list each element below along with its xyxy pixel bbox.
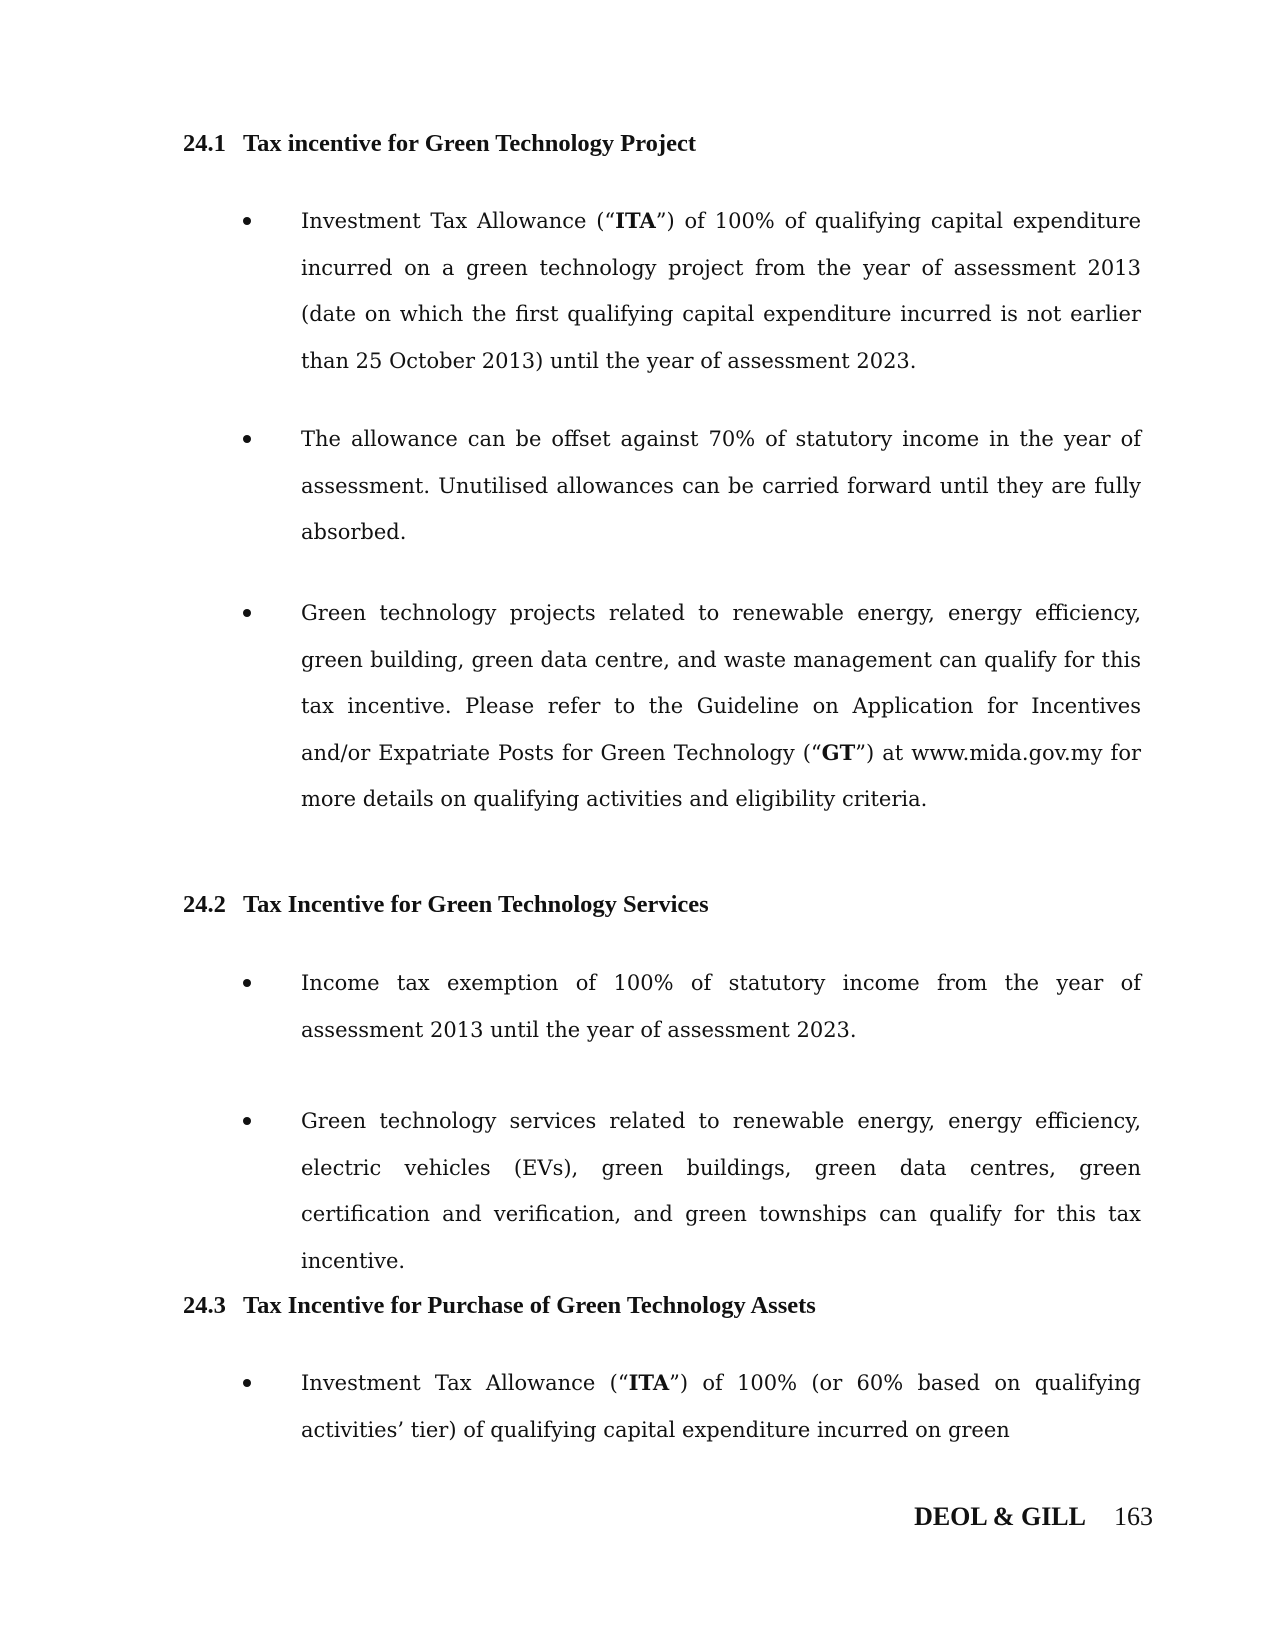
bullet-icon [243, 1117, 251, 1125]
section-number: 24.2 [183, 891, 226, 918]
section-title: Tax Incentive for Green Technology Services [243, 891, 709, 918]
section-heading-24-1 [183, 129, 696, 159]
bullet-text: Income tax exemption of 100% of statutory income from the year of assessment 2013 until the year of assessment 2023. [301, 971, 1141, 1042]
section-heading-24-2 [183, 890, 709, 920]
bullet-icon [243, 979, 251, 987]
bullet-text: The allowance can be offset against 70% of statutory income in the year of assessment. Unutilised allowances can be carried forward until they are fully absorbed. [301, 427, 1141, 544]
section-title: Tax incentive for Green Technology Project [243, 130, 696, 157]
bullet-text: Investment Tax Allowance (“ITA”) of 100% (or 60% based on qualifying activities’ tier) of qualifying capital expenditure incurred on green [301, 1370, 1141, 1442]
footer-firm-name: DEOL & GILL [914, 1502, 1086, 1531]
bullet-icon [243, 217, 251, 225]
section-heading-24-3 [183, 1291, 816, 1321]
bullet-text: Green technology projects related to renewable energy, energy efficiency, green building, green data centre, and waste management can qualify for this tax incentive. Please refer to the Guideline on Application for Incentives and/or Expatriate Posts for Green Technology (“GT”) at www.mida.gov.my for more details on qualifying activities and eligibility criteria. [301, 601, 1142, 811]
page-number: 163 [1114, 1502, 1153, 1531]
bullet-text: Green technology services related to renewable energy, energy efficiency, electric vehicles (EVs), green buildings, green data centres, green certification and verification, and green townships can qualify for this tax incentive. [301, 1109, 1141, 1273]
bullet-text: Investment Tax Allowance (“ITA”) of 100% of qualifying capital expenditure incurred on a green technology project from the year of assessment 2013 (date on which the first qualifying capital expenditure incurred is not earlier than 25 October 2013) until the year of assessment 2023. [301, 208, 1142, 373]
bullet-icon [243, 609, 251, 617]
section-number: 24.3 [183, 1292, 226, 1319]
section-number: 24.1 [183, 130, 226, 157]
page-footer [914, 1500, 1153, 1534]
section-title: Tax Incentive for Purchase of Green Technology Assets [243, 1292, 816, 1319]
bullet-icon [243, 435, 251, 443]
bullet-icon [243, 1379, 251, 1387]
